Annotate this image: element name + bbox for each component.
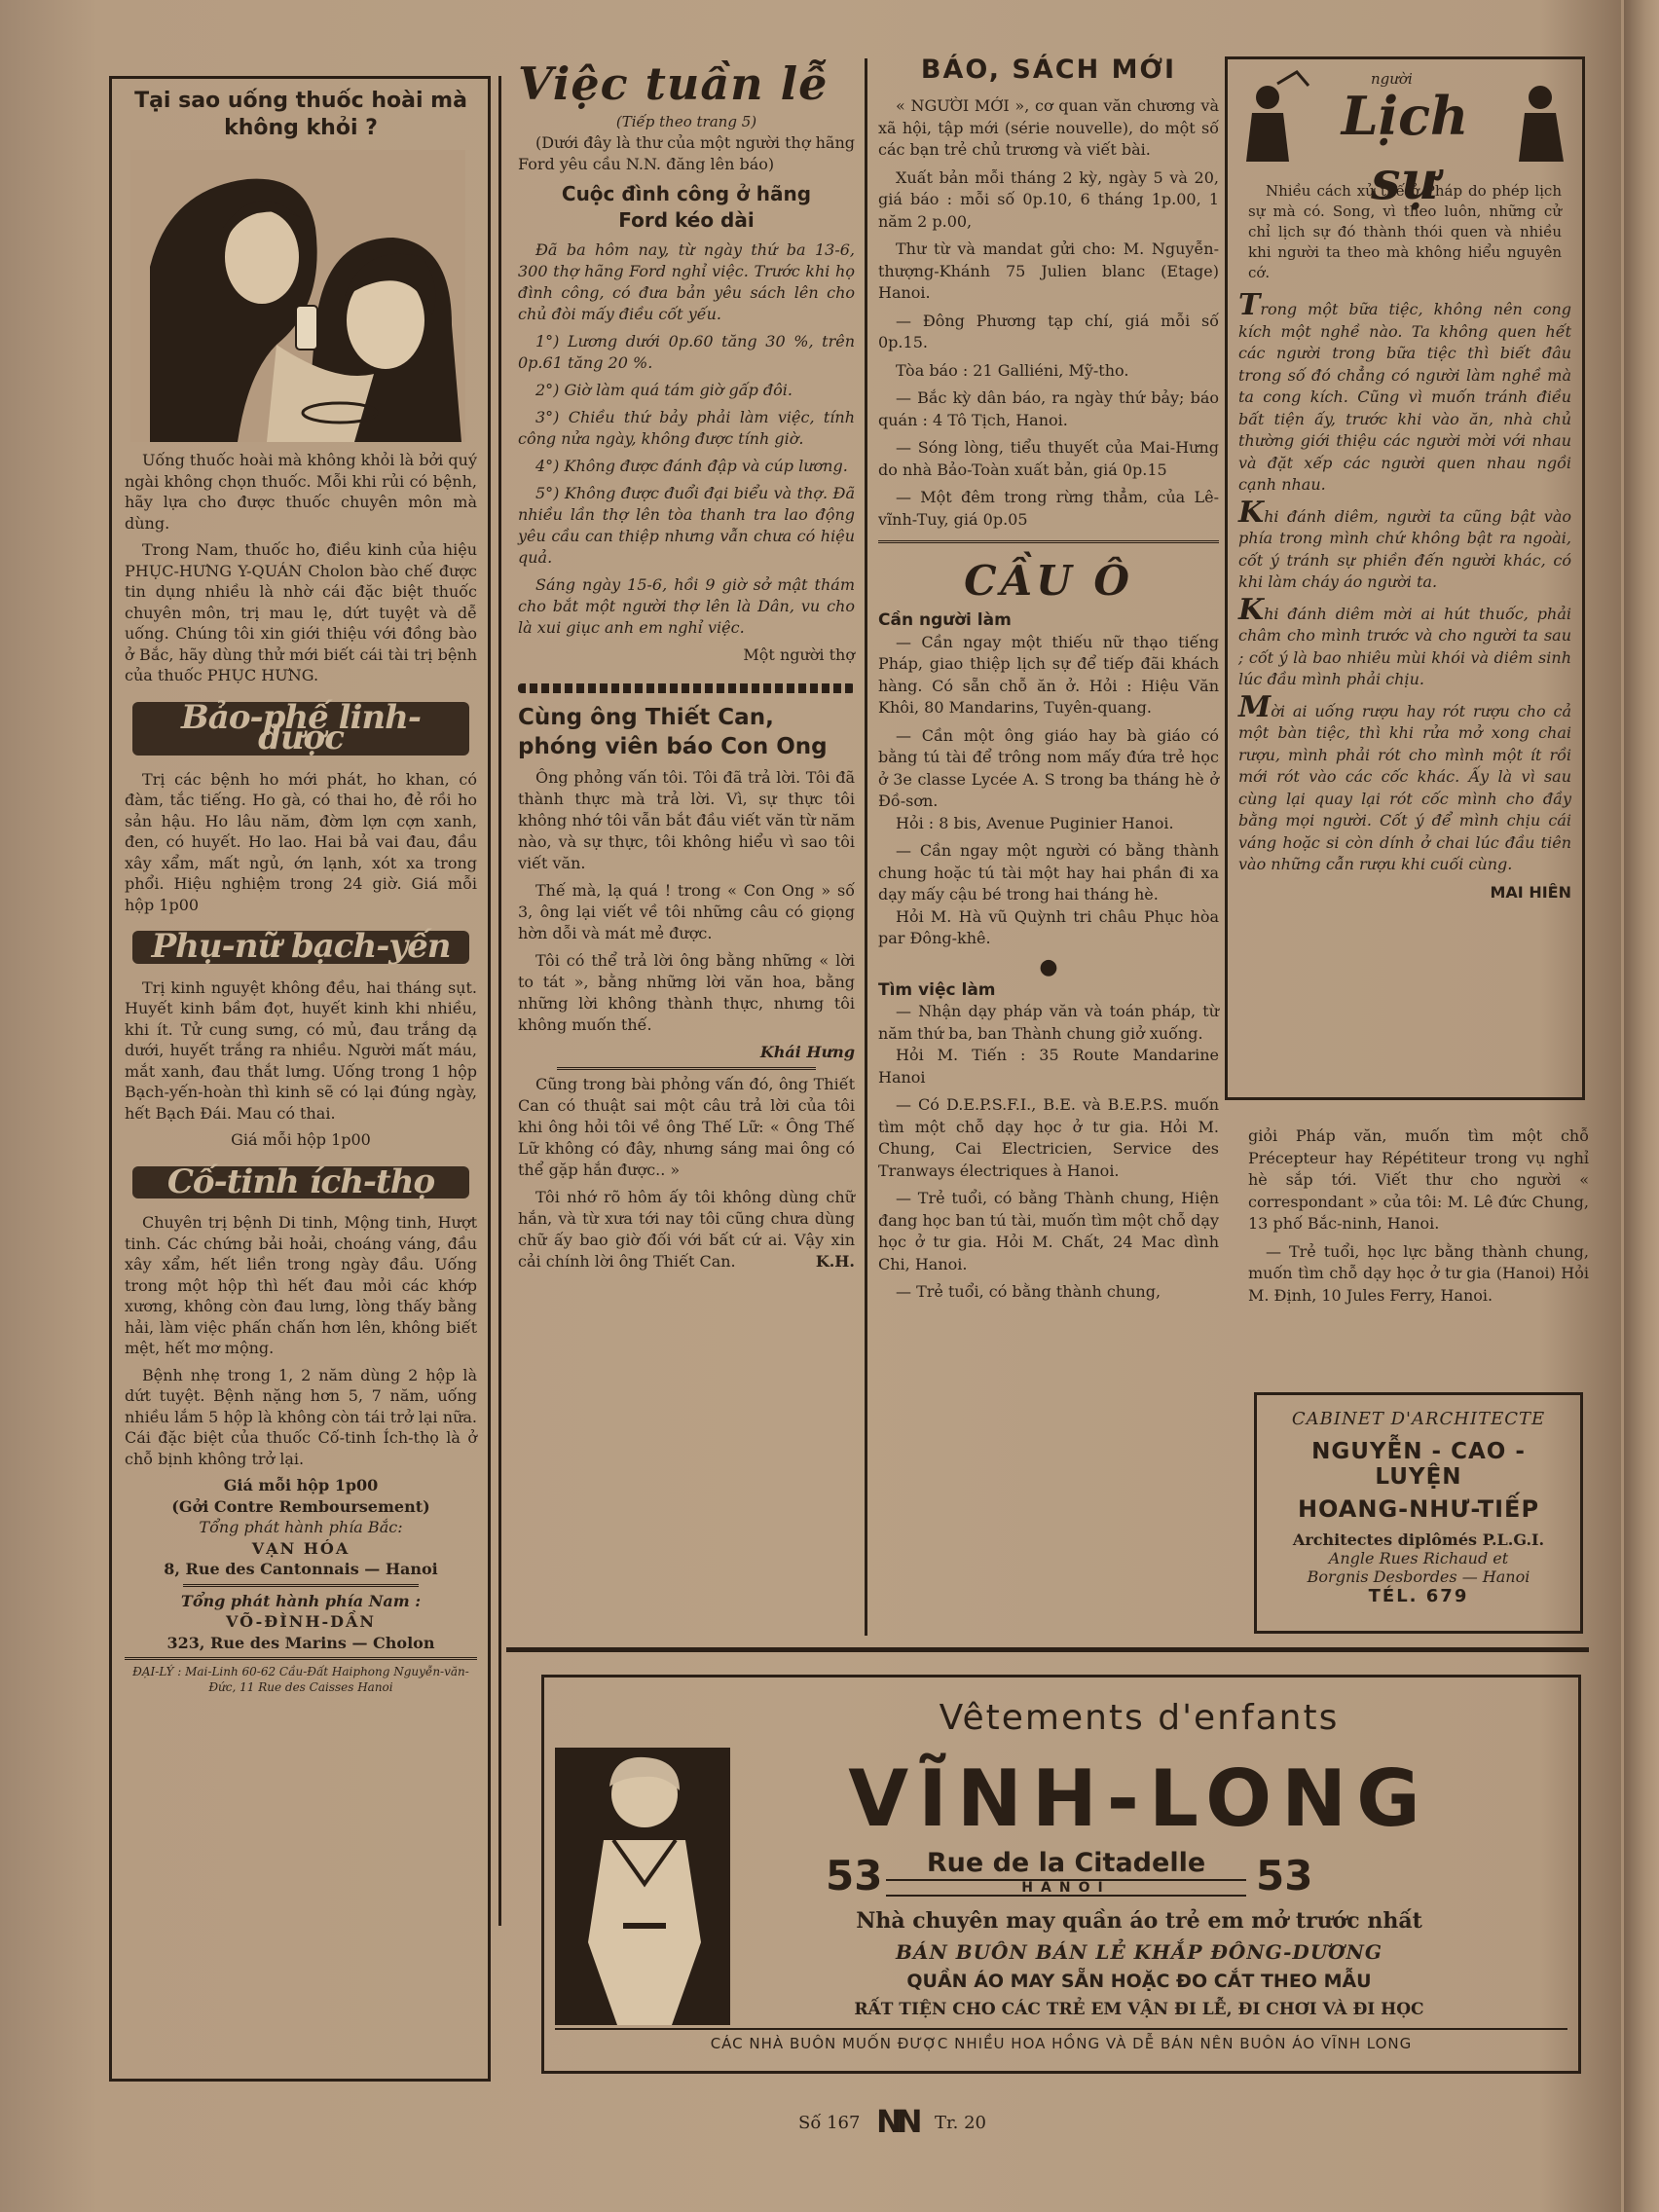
banner-bao-phe: Bảo-phế linh-dược bbox=[132, 702, 469, 756]
job-seek-5: — Trẻ tuổi, học lực bằng thành chung, muốn tìm chỗ dạy học ở tư gia (Hanoi) Hỏi M. Định, 10 Jules Ferry, Hanoi. bbox=[1248, 1241, 1589, 1305]
bao-phe-text: Trị các bệnh ho mới phát, ho khan, có đàm, tắc tiếng. Ho gà, có thai ho, đẻ rồi ho sản hậu. Ho lâu năm, đờm lợn cợn xanh, đen, có huyết. Ho lao. Hai bả vai đau, đầu xây xẩm, mất ngủ, ớn lạnh, xót xa trong phổi. Hiệu nghiệm trong 24 giờ. Giá mỗi hộp 1p00 bbox=[125, 769, 477, 914]
ford-strike-heading: Cuộc đình công ở hãng Ford kéo dài bbox=[561, 182, 812, 232]
ford-body: Đã ba hôm nay, từ ngày thứ ba 13-6, 300 thợ hãng Ford nghỉ việc. Trước khi họ đình công, có đưa bản yêu sách lên cho chủ đòi mấy điều cốt yếu. bbox=[518, 240, 855, 323]
lich-su-column bbox=[1238, 64, 1571, 903]
nguoi-moi-notice: « NGƯỜI MỚI », cơ quan văn chương và xã hội, tập mới (série nouvelle), do một số các bạn trẻ chủ trương và viết bài. bbox=[878, 96, 1219, 159]
lich-su-p3 bbox=[1238, 592, 1571, 691]
ad-brand: VĨNH-LONG bbox=[848, 1753, 1430, 1844]
ad-line-4: RẤT TIỆN CHO CÁC TRẺ EM VẬN ĐI LỄ, ĐI CHƠI VÀ ĐI HỌC bbox=[854, 2000, 1424, 2019]
south-address: 323, Rue des Marins — Cholon bbox=[166, 1633, 435, 1652]
dropcap: K bbox=[1238, 592, 1265, 627]
bao-sach-title: BÁO, SÁCH MỚI bbox=[920, 55, 1177, 85]
dong-phuong-address: Tòa báo : 21 Galliéni, Mỹ-tho. bbox=[896, 360, 1129, 380]
medicine-ad-title: Tại sao uống thuốc hoài mà không khỏi ? bbox=[134, 89, 467, 140]
ford-demand-2: 2°) Giờ làm quá tám giờ gấp đôi. bbox=[535, 381, 793, 399]
song-long-notice: — Sóng lòng, tiểu thuyết của Mai-Hưng do nhà Bảo-Toàn xuất bản, giá 0p.15 bbox=[878, 438, 1219, 479]
kh-signature: K.H. bbox=[815, 1252, 855, 1271]
contre-remboursement: (Gởi Contre Remboursement) bbox=[171, 1496, 430, 1516]
south-distributor: VÕ-ĐÌNH-DẦN bbox=[225, 1612, 377, 1631]
lich-su-p4-text: ời ai uống rượu hay rót rượu cho cả một bàn tiệc, thì khi rửa mở xong chai rượu, mình phải rót cho mình một ít rồi mới rót vào các cốc khác. Ấy là vì sau cùng lại quay lại rót cốc mình cho đầy bằng mọi người. Cốt ý để mình chịu cái váng hoặc si còn dính ở chai lúc đầu tiên vào những cẫn rượu khi cuối cùng. bbox=[1238, 701, 1571, 873]
lich-su-p1 bbox=[1238, 288, 1571, 497]
north-label: Tổng phát hành phía Bắc: bbox=[199, 1518, 403, 1536]
lich-su-p3-text: hi đánh diêm mời ai hút thuốc, phải châm cho mình trước và cho người ta sau ; cốt ý là bao nhiêu mùi khói và diêm sinh lúc đầu mình phải chịu. bbox=[1238, 604, 1571, 688]
column-rule bbox=[865, 58, 867, 1636]
architect-l4: Architectes diplômés P.L.G.I. bbox=[1292, 1530, 1545, 1549]
ford-demand-1: 1°) Lương dưới 0p.60 tăng 30 %, trên 0p.61 tăng 20 %. bbox=[518, 332, 855, 372]
banner-co-tinh: Cố-tinh ích-thọ bbox=[132, 1166, 469, 1199]
column-rule bbox=[498, 76, 501, 1926]
bao-sach-column bbox=[878, 51, 1219, 1309]
adjacent-page-edge bbox=[1624, 0, 1659, 2212]
architect-l5: Angle Rues Richaud et bbox=[1328, 1549, 1509, 1567]
classified-3-contact: Hỏi M. Hà vũ Quỳnh tri châu Phục hòa par Đông-khê. bbox=[878, 906, 1219, 947]
south-label: Tổng phát hành phía Nam : bbox=[180, 1591, 422, 1610]
lich-su-header-big: Lịch sự bbox=[1341, 85, 1469, 211]
dropcap: K bbox=[1238, 495, 1265, 530]
banner-phu-nu: Phụ-nữ bạch-yến bbox=[132, 931, 469, 964]
divider bbox=[125, 1657, 477, 1660]
job-seek-3: — Trẻ tuổi, có bằng Thành chung, Hiện đang học ban tú tài, muốn tìm một chỗ dạy học ở tư gia. Hỏi M. Chất, 24 Mac dình Chi, Hanoi. bbox=[878, 1189, 1219, 1273]
page-number: Tr. 20 bbox=[935, 2113, 986, 2133]
job-seek-4: — Trẻ tuổi, có bằng thành chung, bbox=[896, 1282, 1161, 1301]
nguoi-moi-price: Xuất bản mỗi tháng 2 kỳ, ngày 5 và 20, giá báo : mỗi số 0p.10, 6 tháng 1p.00, 1 năm 2 p.00, bbox=[878, 167, 1219, 231]
lich-su-p2-text: hi đánh diêm, người ta cũng bật vào phía trong mình chứ không bật ra ngoài, cốt ý tránh sự phiền đến người khác, có khi làm cháy áo người ta. bbox=[1238, 506, 1571, 591]
nguoi-moi-address: Thư từ và mandat gửi cho: M. Nguyễn-thượng-Khánh 75 Julien blanc (Etage) Hanoi. bbox=[878, 240, 1219, 302]
mot-dem-notice: — Một đêm trong rừng thẳm, của Lê-vĩnh-Tuy, giá 0p.05 bbox=[878, 488, 1219, 529]
ad-number-right: 53 bbox=[1256, 1852, 1313, 1899]
co-tinh-price: Giá mỗi hộp 1p00 bbox=[223, 1476, 379, 1494]
thiet-can-p2: Thế mà, lạ quá ! trong « Con Ong » số 3, ông lại viết về tôi những câu có giọng hờn dỗi và mát mẻ được. bbox=[518, 881, 855, 942]
viec-tuan-le-title: Việc tuần lễ bbox=[518, 57, 829, 110]
architect-ad bbox=[1254, 1392, 1583, 1634]
paper-logo: NN bbox=[876, 2103, 917, 2140]
divider bbox=[557, 1067, 816, 1070]
classified-1: — Cần ngay một thiếu nữ thạo tiếng Pháp, giao thiệp lịch sự để tiếp đãi khách hàng. Có sẵn chỗ ăn ở. Hỏi : Hiệu Văn Khôi, 80 Mandarins, Tuyên-quang. bbox=[878, 632, 1219, 717]
couple-illustration bbox=[130, 150, 465, 442]
classified-3: — Cần ngay một người có bằng thành chung hoặc tú tài một hay hai phần đi xa dạy mấy cậu bé trong hai tháng hè. bbox=[878, 841, 1219, 903]
tim-viec-lam-heading: Tìm việc làm bbox=[878, 979, 996, 1000]
north-distributor: VẠN HÓA bbox=[251, 1538, 350, 1558]
classified-2: — Cần một ông giáo hay bà giáo có bằng tú tài để trông nom mấy đứa trẻ học ở 3e classe Lycée A. S trong ba tháng hè ở Đồ-sơn. bbox=[878, 725, 1219, 810]
ad-bottom-rule bbox=[555, 2028, 1567, 2030]
thiet-can-p4: Cũng trong bài phỏng vấn đó, ông Thiết Can có thuật sai một câu trả lời của tôi khi ông hỏi tôi về ông Thế Lữ: « Ông Thế Lữ không có đây, nhưng sáng mai ông có thể gặp hắn được.. » bbox=[518, 1075, 855, 1179]
architect-l7: TÉL. 679 bbox=[1368, 1586, 1469, 1606]
architect-l3: HOANG-NHƯ-TIẾP bbox=[1297, 1495, 1540, 1523]
ford-body-2: Sáng ngày 15-6, hồi 9 giờ sở mật thám cho bắt một người thợ lên là Dân, vu cho là xui giục anh em nghỉ việc. bbox=[518, 575, 855, 637]
medicine-ad bbox=[125, 88, 477, 1695]
medicine-intro: Uống thuốc hoài mà không khỏi là bởi quý ngài không chọn thuốc. Mỗi khi rủi có bệnh, hãy lựa cho được thuốc chuyên môn mà dùng. bbox=[125, 451, 477, 533]
ad-city: HANOI bbox=[886, 1879, 1246, 1897]
issue-number: Số 167 bbox=[798, 2113, 861, 2133]
job-seek-1-contact: Hỏi M. Tiến : 35 Route Mandarine Hanoi bbox=[878, 1046, 1219, 1087]
cau-o-title: CẦU Ô bbox=[964, 557, 1133, 605]
divider bbox=[878, 540, 1219, 543]
ford-demand-4: 4°) Không được đánh đập và cúp lương. bbox=[535, 457, 848, 475]
lich-su-header bbox=[1238, 64, 1571, 211]
ford-demand-3: 3°) Chiều thứ bảy phải làm việc, tính công nửa ngày, không được tính giờ. bbox=[518, 408, 855, 448]
architect-l1: CABINET D'ARCHITECTE bbox=[1291, 1409, 1546, 1429]
job-seek-2: — Có D.E.P.S.F.I., B.E. và B.E.P.S. muốn tìm một chỗ dạy học ở tư gia. Hỏi M. Chung, Cai Electricien, Service des Tranways électriques à Hanoi. bbox=[878, 1095, 1219, 1180]
lich-su-p4 bbox=[1238, 689, 1571, 876]
ad-line-3: QUẦN ÁO MAY SẴN HOẶC ĐO CẮT THEO MẪU bbox=[906, 1971, 1372, 1992]
thiet-can-p5: Tôi nhớ rõ hôm ấy tôi không dùng chữ hắn, và từ xưa tới nay tôi cũng chưa dùng chữ ấy bao giờ đối với bất cứ ai. Vậy xin cải chính lời ông Thiết Can. bbox=[518, 1188, 855, 1271]
co-tinh-text-2: Bệnh nhẹ trong 1, 2 năm dùng 2 hộp là dứt tuyệt. Bệnh nặng hơn 5, 7 năm, uống nhiều lắm 5 hộp là không còn tái trở lại nữa. Cái đặc biệt của thuốc Cố-tinh Ích-thọ là ở chỗ bịnh không trở lại. bbox=[125, 1365, 477, 1468]
dropcap: T bbox=[1238, 288, 1261, 322]
thiet-can-p1: Ông phỏng vấn tôi. Tôi đã trả lời. Tôi đã thành thực mà trả lời. Vì, sự thực tôi không nhớ tôi vẫn bắt đầu viết văn từ năm nào, và sự thực, tôi không hiểu vì sao tôi viết văn. bbox=[518, 768, 855, 872]
lich-su-header-small: người bbox=[1371, 70, 1413, 88]
lich-su-p2 bbox=[1238, 495, 1571, 594]
agents: ĐẠI-LÝ : Mai-Linh 60-62 Cầu-Đất Haiphong Nguyễn-văn-Đức, 11 Rue des Caisses Hanoi bbox=[132, 1665, 469, 1694]
ad-number-left: 53 bbox=[826, 1852, 883, 1899]
page-footer bbox=[779, 2103, 1071, 2142]
ford-demand-5: 5°) Không được đuổi đại biểu và thợ. Đã nhiều lần thợ lên tòa thanh tra lao động yêu cầu can thiệp nhưng vẫn chưa có hiệu quả. bbox=[518, 484, 855, 567]
lich-su-p1-text: rong một bữa tiệc, không nên cong kích một nghề nào. Ta không quen hết các người trong bữa tiệc thì biết đâu trong số đó chẳng có người làm nghề mà ta cong kích. Cũng vì muốn tránh điều bất tiện ấy, trước khi vào ăn, nhà chủ thường giới thiệu các người mời với nhau và đặt xếp các người quen nhau ngồi cạnh nhau. bbox=[1238, 300, 1571, 494]
thiet-can-heading: Cùng ông Thiết Can, phóng viên báo Con Ong bbox=[518, 705, 828, 759]
co-tinh-text: Chuyên trị bệnh Di tinh, Mộng tinh, Hượt tinh. Các chứng bải hoải, choáng váng, đầu xây xẩm, hết liền trong ngày đầu. Uống trong một hộp thì hết đau mỏi các khớp xương, không còn đau lưng, lòng thấy bằng hải, làm việc phấn chấn hơn lên, không biết mệt, hết mơ mộng. bbox=[125, 1213, 477, 1357]
ad-line-2: BÁN BUÔN BÁN LẺ KHẮP ĐÔNG-DƯƠNG bbox=[896, 1940, 1382, 1964]
job-seek-1: — Nhận dạy pháp văn và toán pháp, từ năm thứ ba, ban Thành chung giở xuống. bbox=[878, 1002, 1219, 1043]
ad-street: Rue de la Citadelle bbox=[926, 1848, 1206, 1878]
classified-2-contact: Hỏi : 8 bis, Avenue Puginier Hanoi. bbox=[896, 813, 1174, 832]
khai-hung-signature: Khái Hưng bbox=[759, 1043, 855, 1061]
architect-l2: NGUYỄN - CAO - LUYỆN bbox=[1311, 1439, 1526, 1490]
section-ornament bbox=[518, 683, 855, 693]
cau-o-continued bbox=[1248, 1125, 1589, 1312]
can-nguoi-lam-heading: Cần người làm bbox=[878, 610, 1012, 630]
lich-su-intro: Nhiều cách xử thế ở Pháp do phép lịch sự mà có. Song, vì theo luôn, những cử chỉ lịch sự đó thành thói quen và nhiều khi người ta theo mà không hiểu nguyên cớ. bbox=[1248, 182, 1562, 281]
ford-signature: Một người thợ bbox=[743, 645, 855, 664]
viec-tuan-le-column bbox=[518, 56, 855, 1272]
ad-top-line: Vêtements d'enfants bbox=[939, 1698, 1340, 1738]
bullet-separator: ● bbox=[1039, 954, 1058, 979]
north-address: 8, Rue des Cantonnais — Hanoi bbox=[164, 1560, 438, 1578]
ford-intro: (Dưới đây là thư của một người thợ hãng Ford yêu cầu N.N. đăng lên báo) bbox=[518, 133, 855, 173]
divider bbox=[183, 1584, 419, 1587]
thiet-can-p3: Tôi có thể trả lời ông bằng những « lời to tát », bằng những lời văn hoa, bằng những lời không thành thực, nhưng tôi không muốn thế. bbox=[518, 951, 855, 1034]
architect-l6: Borgnis Desbordes — Hanoi bbox=[1307, 1567, 1530, 1586]
dropcap: M bbox=[1238, 689, 1272, 724]
medicine-body: Trong Nam, thuốc ho, điều kinh của hiệu PHỤC-HƯNG Y-QUÁN Cholon bào chế được tin dụng nhiều là nhờ cái đặc biệt thuốc chuyên môn, trị mau lẹ, dứt tuyệt và dễ uống. Chúng tôi xin giới thiệu với đồng bào ở Bắc, hãy dùng thử mới biết cái tài trị bệnh của thuốc PHỤC HƯNG. bbox=[125, 540, 477, 684]
job-seek-4-cont: giỏi Pháp văn, muốn tìm một chỗ Précepteur hay Répétiteur trong vụ nghỉ hè sắp tới. Viết thư cho người « correspondant » của tôi: M. Lê đức Chung, 13 phố Bắc-ninh, Hanoi. bbox=[1248, 1126, 1589, 1233]
ad-bottom-line: CÁC NHÀ BUÔN MUỐN ĐƯỢC NHIỀU HOA HỒNG VÀ DỄ BÁN NÊN BUÔN ÁO VĨNH LONG bbox=[710, 2035, 1413, 2052]
phu-nu-text: Trị kinh nguyệt không đều, hai tháng sụt. Huyết kinh bầm đọt, huyết kinh khi nhiều, khi ít. Tử cung sưng, có mủ, đau trắng dạ dưới, huyết trắng ra nhiều. Người mất máu, mắt xanh, đau thắt lưng. Uống trong 1 hộp Bạch-yến-hoàn thì kinh sẽ có lại đúng ngày, hết Bạch Đái. Mau có thai. bbox=[125, 977, 477, 1123]
continued-note: (Tiếp theo trang 5) bbox=[615, 113, 757, 130]
phu-nu-price: Giá mỗi hộp 1p00 bbox=[231, 1130, 371, 1149]
ad-top-rule bbox=[506, 1647, 1589, 1652]
mai-hien-signature: MAI HIÊN bbox=[1490, 882, 1571, 902]
dong-phuong-notice: — Đông Phương tạp chí, giá mỗi số 0p.15. bbox=[878, 311, 1219, 351]
child-illustration bbox=[555, 1748, 730, 2025]
bac-ky-notice: — Bắc kỳ dân báo, ra ngày thứ bảy; báo quán : 4 Tô Tịch, Hanoi. bbox=[878, 388, 1219, 429]
ad-line-1: Nhà chuyên may quần áo trẻ em mở trước nhất bbox=[856, 1908, 1422, 1934]
